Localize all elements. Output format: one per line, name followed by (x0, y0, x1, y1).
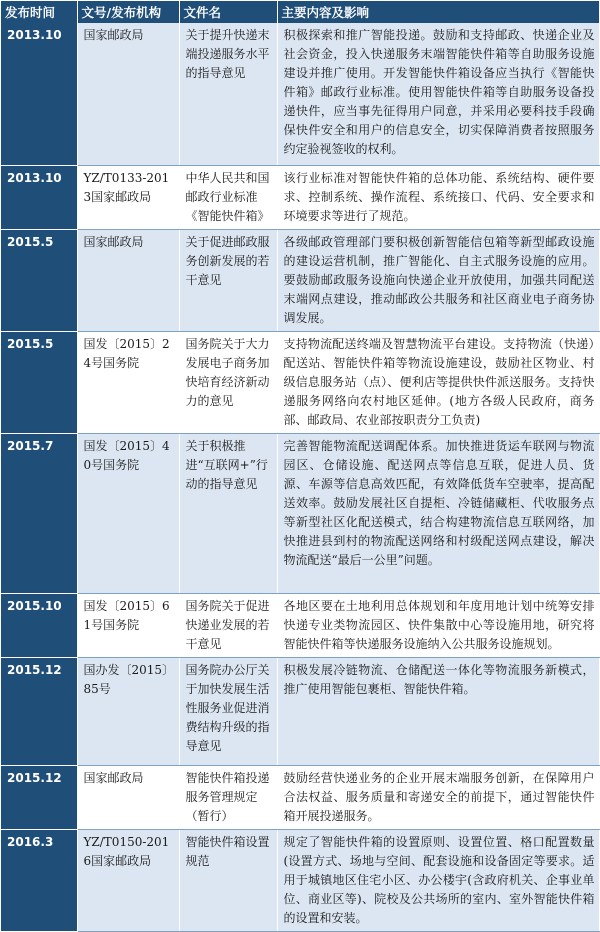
row-issuer: 国发〔2015〕40号国务院 (77, 433, 179, 593)
row-date: 2015.7 (1, 433, 77, 593)
table-row (1, 829, 599, 931)
table-header-row (1, 1, 599, 23)
row-content: 各级邮政管理部门要积极创新智能信包箱等新型邮政设施的建设运营机制，推广智能化、自主式服务设施的应用。要鼓励邮政服务设施向快递企业开放使用，加强共同配送末端网点建设，推动邮政公共服务和社区商业电子商务协调发展。 (277, 229, 599, 331)
header-issuer: 文号/发布机构 (77, 1, 179, 23)
policy-table (1, 1, 600, 932)
row-content: 积极探索和推广智能投递。鼓励和支持邮政、快递企业及社会资金，投入快递服务末端智能快件箱等自助服务设施建设并推广使用。开发智能快件箱设备应当执行《智能快件箱》邮政行业标准。使用智能快件箱等自助服务设备投递快件，应当事先征得用户同意，并采用必要科技手段确保快件安全和用户的信息安全，切实保障消费者按照服务约定验视签收的权利。 (277, 23, 599, 165)
row-title: 智能快件箱设置规范 (179, 829, 277, 931)
header-title: 文件名 (179, 1, 277, 23)
row-content: 规定了智能快件箱的设置原则、设置位置、格口配置数量(设置方式、场地与空间、配套设施和设备固定等要求。适用于城镇地区住宅小区、办公楼宇(含政府机关、企事业单位、商业区等)、院校及公共场所的室内、室外智能快件箱的设置和安装。 (277, 829, 599, 931)
header-content: 主要内容及影响 (277, 1, 599, 23)
table-row (1, 765, 599, 829)
table-row (1, 331, 599, 433)
row-issuer: 国家邮政局 (77, 23, 179, 165)
table-row (1, 229, 599, 331)
row-issuer: 国家邮政局 (77, 765, 179, 829)
row-date: 2016.3 (1, 829, 77, 931)
row-content: 该行业标准对智能快件箱的总体功能、系统结构、硬件要求、控制系统、操作流程、系统接口、代码、安全要求和环境要求等进行了规范。 (277, 165, 599, 229)
row-content: 支持物流配送终端及智慧物流平台建设。支持物流（快递）配送站、智能快件箱等物流设施建设，鼓励社区物业、村级信息服务站（点）、便利店等提供快件派送服务。支持快递服务网络向农村地区延伸。(地方各级人民政府，商务部、邮政局、农业部按职责分工负责) (277, 331, 599, 433)
row-title: 智能快件箱投递服务管理规定（暂行） (179, 765, 277, 829)
row-issuer: 国办发〔2015〕85号 (77, 657, 179, 765)
row-title: 中华人民共和国邮政行业标准《智能快件箱》 (179, 165, 277, 229)
row-date: 2013.10 (1, 165, 77, 229)
row-date: 2013.10 (1, 23, 77, 165)
row-title: 国务院关于促进快递业发展的若干意见 (179, 593, 277, 657)
row-date: 2015.5 (1, 229, 77, 331)
row-issuer: 国发〔2015〕24号国务院 (77, 331, 179, 433)
row-issuer: 国家邮政局 (77, 229, 179, 331)
table-row (1, 23, 599, 165)
row-content: 完善智能物流配送调配体系。加快推进货运车联网与物流园区、仓储设施、配送网点等信息互联，促进人员、货源、车源等信息高效匹配，有效降低货车空驶率，提高配送效率。鼓励发展社区自提柜、冷链储藏柜、代收服务点等新型社区化配送模式，结合构建物流信息互联网络，加快推进县到村的物流配送网络和村级配送网点建设，解决物流配送“最后一公里”问题。 (277, 433, 599, 593)
row-issuer: YZ/T0133-2013国家邮政局 (77, 165, 179, 229)
row-issuer: 国发〔2015〕61号国务院 (77, 593, 179, 657)
row-title: 关于积极推进“互联网+”行动的指导意见 (179, 433, 277, 593)
row-title: 关于促进邮政服务创新发展的若干意见 (179, 229, 277, 331)
row-content: 鼓励经营快递业务的企业开展末端服务创新，在保障用户合法权益、服务质量和寄递安全的前提下，通过智能快件箱开展投递服务。 (277, 765, 599, 829)
row-content: 各地区要在土地利用总体规划和年度用地计划中统筹安排快递专业类物流园区、快件集散中心等设施用地，研究将智能快件箱等快递服务设施纳入公共服务设施规划。 (277, 593, 599, 657)
row-title: 国务院办公厅关于加快发展生活性服务业促进消费结构升级的指导意见 (179, 657, 277, 765)
row-content: 积极发展冷链物流、仓储配送一体化等物流服务新模式，推广使用智能包裹柜、智能快件箱。 (277, 657, 599, 765)
row-date: 2015.12 (1, 657, 77, 765)
header-date: 发布时间 (1, 1, 77, 23)
table-row (1, 165, 599, 229)
row-title: 国务院关于大力发展电子商务加快培育经济新动力的意见 (179, 331, 277, 433)
row-date: 2015.5 (1, 331, 77, 433)
table-row (1, 593, 599, 657)
row-date: 2015.12 (1, 765, 77, 829)
table-row (1, 657, 599, 765)
row-title: 关于提升快递末端投递服务水平的指导意见 (179, 23, 277, 165)
row-date: 2015.10 (1, 593, 77, 657)
table-row (1, 433, 599, 593)
row-issuer: YZ/T0150-2016国家邮政局 (77, 829, 179, 931)
